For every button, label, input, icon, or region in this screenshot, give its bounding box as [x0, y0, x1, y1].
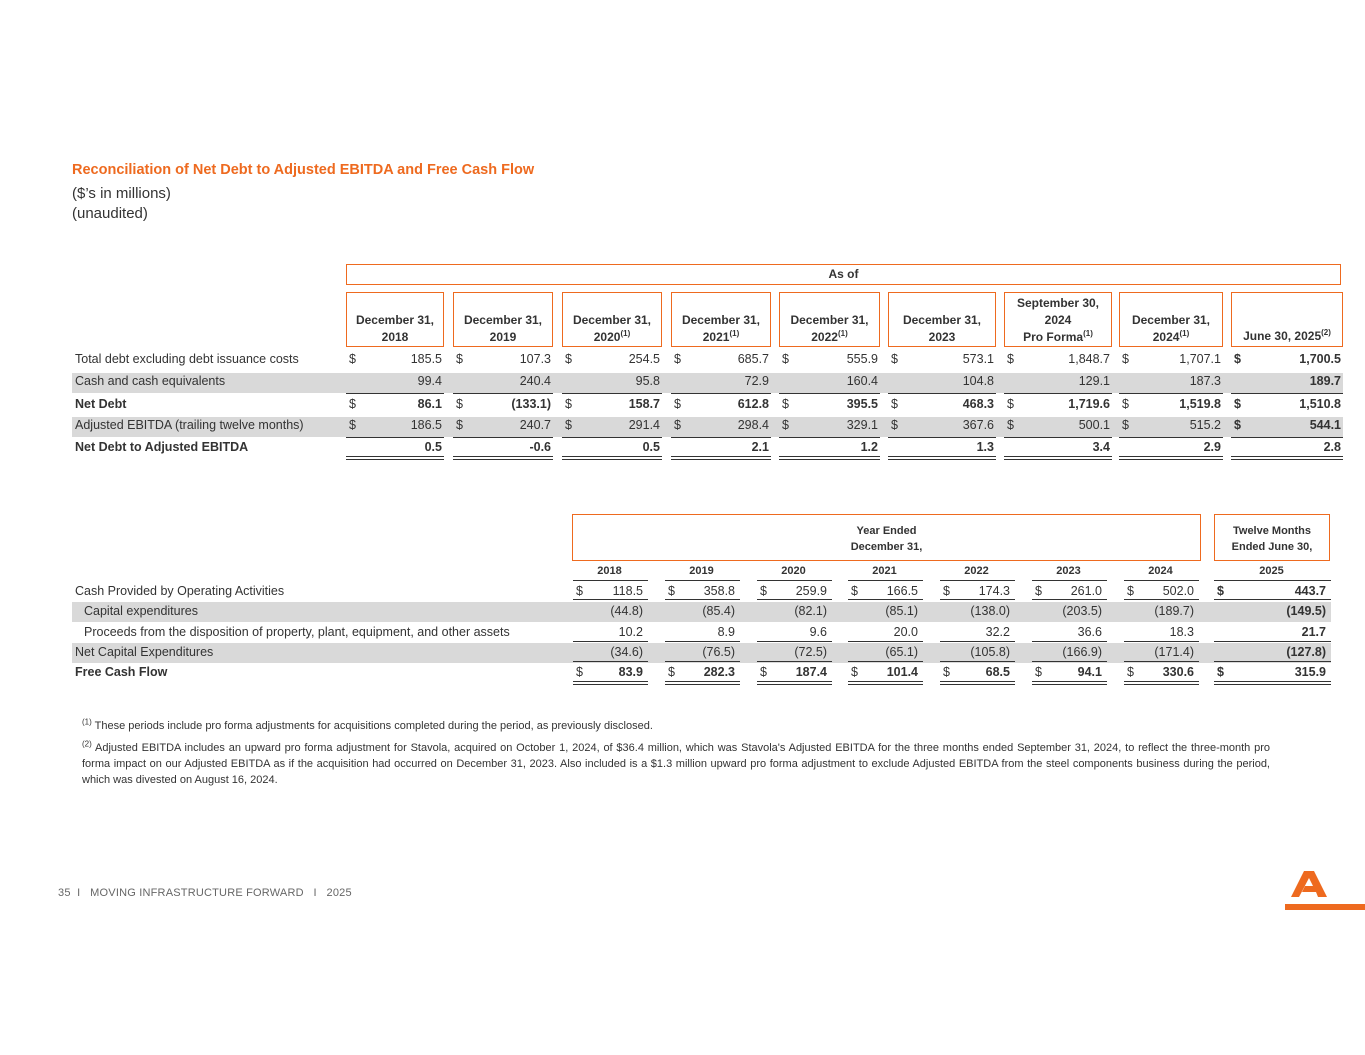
total-double-rule: [940, 681, 1015, 685]
table-cell: -0.6: [529, 440, 551, 454]
table-cell: 1.2: [860, 440, 878, 454]
table-cell: (138.0): [970, 604, 1010, 618]
table-cell: (34.6): [610, 645, 643, 659]
table-cell: 367.6: [962, 418, 994, 432]
row-label: Adjusted EBITDA (trailing twelve months): [75, 418, 304, 432]
currency-symbol: $: [1127, 665, 1134, 679]
year-header: 2024: [1148, 565, 1173, 577]
currency-symbol: $: [891, 397, 898, 411]
currency-symbol: $: [782, 397, 789, 411]
total-double-rule: [888, 456, 996, 460]
subtotal-rule: [671, 393, 771, 394]
currency-symbol: $: [1035, 584, 1042, 598]
table-cell: 500.1: [1078, 418, 1110, 432]
as-of-label: As of: [828, 267, 859, 281]
table-cell: (44.8): [610, 604, 643, 618]
total-double-rule: [848, 681, 923, 685]
currency-symbol: $: [851, 584, 858, 598]
company-logo: [1285, 868, 1365, 914]
subtotal-rule: [665, 661, 740, 662]
footnote-1: $^{(1)}$ These periods include pro forma adjustments for acquisitions completed during the period, as previously disclosed.: [82, 717, 653, 732]
table-cell: 94.1: [1077, 665, 1102, 679]
table-cell: 0.5: [424, 440, 442, 454]
table-cell: 20.0: [893, 625, 918, 639]
total-double-rule: [453, 456, 553, 460]
table-cell: (166.9): [1062, 645, 1102, 659]
table-cell: 166.5: [886, 584, 918, 598]
subtotal-rule: [1004, 437, 1112, 438]
table-cell: (149.5): [1286, 604, 1326, 618]
currency-symbol: $: [891, 352, 898, 366]
table-cell: 2.9: [1203, 440, 1221, 454]
year-header: 2020: [781, 565, 806, 577]
year-header: 2025: [1259, 565, 1284, 577]
currency-symbol: $: [456, 397, 463, 411]
table-cell: 1,719.6: [1068, 397, 1110, 411]
table-cell: 101.4: [886, 665, 918, 679]
subtotal-rule: [757, 661, 832, 662]
subtotal-rule: [1004, 393, 1112, 394]
units-note: ($’s in millions): [72, 185, 171, 202]
table-cell: 555.9: [846, 352, 878, 366]
table-cell: 282.3: [703, 665, 735, 679]
table-cell: (189.7): [1154, 604, 1194, 618]
header-rule: [1124, 580, 1199, 581]
table-cell: (72.5): [794, 645, 827, 659]
subtotal-rule: [346, 393, 444, 394]
currency-symbol: $: [1234, 352, 1241, 366]
table-cell: 8.9: [717, 625, 735, 639]
subtotal-rule: [1124, 661, 1199, 662]
subtotal-rule: [940, 641, 1015, 642]
row-label: Total debt excluding debt issuance costs: [75, 352, 299, 366]
currency-symbol: $: [674, 397, 681, 411]
subtotal-rule: [1124, 599, 1199, 600]
table-cell: 10.2: [618, 625, 643, 639]
subtotal-rule: [1032, 661, 1107, 662]
subtotal-rule: [453, 393, 553, 394]
table-cell: 544.1: [1309, 418, 1341, 432]
year-header: 2018: [597, 565, 622, 577]
subtotal-rule: [573, 641, 648, 642]
column-header: December 31, 2020$^{(1)}$: [572, 313, 652, 344]
table-cell: 329.1: [846, 418, 878, 432]
year-header: 2023: [1056, 565, 1081, 577]
total-double-rule: [562, 456, 662, 460]
column-header: September 30, 2024 Pro Forma$^{(1)}$: [1016, 296, 1100, 344]
currency-symbol: $: [674, 352, 681, 366]
year-header: 2022: [964, 565, 989, 577]
audit-note: (unaudited): [72, 205, 148, 222]
table-cell: 468.3: [962, 397, 994, 411]
subtotal-rule: [1119, 393, 1223, 394]
table-cell: 1.3: [976, 440, 994, 454]
table-cell: 72.9: [744, 374, 769, 388]
total-double-rule: [1119, 456, 1223, 460]
column-header: December 31, 2022$^{(1)}$: [790, 313, 869, 344]
table-cell: 158.7: [628, 397, 660, 411]
subtotal-rule: [779, 393, 880, 394]
year-header: 2021: [872, 565, 897, 577]
table-cell: 291.4: [628, 418, 660, 432]
currency-symbol: $: [1234, 418, 1241, 432]
table-cell: (65.1): [885, 645, 918, 659]
table-cell: (76.5): [702, 645, 735, 659]
column-header: December 31, 2018: [355, 313, 435, 344]
column-header: June 30, 2025$^{(2)}$: [1243, 328, 1331, 343]
total-double-rule: [757, 681, 832, 685]
currency-symbol: $: [668, 584, 675, 598]
table-cell: 36.6: [1077, 625, 1102, 639]
row-label: Free Cash Flow: [75, 665, 168, 679]
currency-symbol: $: [1122, 397, 1129, 411]
currency-symbol: $: [1035, 665, 1042, 679]
ttm-label: Twelve Months Ended June 30,: [1231, 525, 1313, 553]
currency-symbol: $: [943, 665, 950, 679]
table-cell: 86.1: [417, 397, 442, 411]
table-cell: 186.5: [410, 418, 442, 432]
table-cell: 129.1: [1078, 374, 1110, 388]
table-cell: 298.4: [737, 418, 769, 432]
table-cell: (127.8): [1286, 645, 1326, 659]
subtotal-rule: [1032, 641, 1107, 642]
currency-symbol: $: [349, 397, 356, 411]
table-cell: 21.7: [1301, 625, 1326, 639]
table-cell: 189.7: [1309, 374, 1341, 388]
subtotal-rule: [346, 437, 444, 438]
column-header: December 31, 2023: [902, 313, 982, 344]
table-cell: 99.4: [417, 374, 442, 388]
subtotal-rule: [757, 599, 832, 600]
currency-symbol: $: [674, 418, 681, 432]
subtotal-rule: [562, 393, 662, 394]
total-double-rule: [1124, 681, 1199, 685]
table-cell: (171.4): [1154, 645, 1194, 659]
currency-symbol: $: [851, 665, 858, 679]
subtotal-rule: [888, 437, 996, 438]
table-cell: 0.5: [642, 440, 660, 454]
header-rule: [1214, 580, 1331, 581]
table-cell: 443.7: [1294, 584, 1326, 598]
subtotal-rule: [757, 641, 832, 642]
currency-symbol: $: [1217, 584, 1224, 598]
row-label: Cash and cash equivalents: [75, 374, 226, 388]
total-double-rule: [1231, 456, 1343, 460]
header-rule: [665, 580, 740, 581]
currency-symbol: $: [1127, 584, 1134, 598]
footnote-2: $^{(2)}$ Adjusted EBITDA includes an upward pro forma adjustment for Stavola, acquired on October 1, 2024, of $36.4 million, which was Stavola's Adjusted EBITDA for the three months ended September 31, 2024, to reflect the three-month pro forma impact on our Adjusted EBITDA as if the acquisition had occurred on December 31, 2023. Also included is a $1.3 million upward pro forma adjustment to exclude Adjusted EBITDA from the steel components business during the period, which was divested on August 16, 2024.: [82, 739, 1271, 786]
subtotal-rule: [453, 437, 553, 438]
table-cell: 3.4: [1092, 440, 1110, 454]
header-rule: [757, 580, 832, 581]
total-double-rule: [1004, 456, 1112, 460]
column-header: December 31, 2019: [463, 313, 543, 344]
table-cell: 68.5: [985, 665, 1010, 679]
subtotal-rule: [940, 599, 1015, 600]
table-cell: 259.9: [795, 584, 827, 598]
total-double-rule: [1032, 681, 1107, 685]
table-cell: 9.6: [809, 625, 827, 639]
table-cell: 174.3: [978, 584, 1010, 598]
subtotal-rule: [1032, 599, 1107, 600]
total-double-rule: [573, 681, 648, 685]
row-label: Cash Provided by Operating Activities: [75, 584, 285, 598]
row-label: Capital expenditures: [84, 604, 198, 618]
row-label: Proceeds from the disposition of property, plant, equipment, and other assets: [84, 625, 510, 639]
subtotal-rule: [940, 661, 1015, 662]
subtotal-rule: [665, 599, 740, 600]
table-cell: 254.5: [628, 352, 660, 366]
table-cell: 1,707.1: [1179, 352, 1221, 366]
table-cell: 612.8: [737, 397, 769, 411]
currency-symbol: $: [565, 418, 572, 432]
currency-symbol: $: [565, 397, 572, 411]
table-cell: 502.0: [1162, 584, 1194, 598]
table-cell: (85.1): [885, 604, 918, 618]
currency-symbol: $: [1007, 352, 1014, 366]
subtotal-rule: [1124, 641, 1199, 642]
table-cell: 160.4: [846, 374, 878, 388]
table-cell: 1,510.8: [1299, 397, 1341, 411]
table-cell: 515.2: [1189, 418, 1221, 432]
table-cell: 32.2: [985, 625, 1010, 639]
table-cell: 2.8: [1323, 440, 1341, 454]
subtotal-rule: [1231, 437, 1343, 438]
table-cell: 240.4: [519, 374, 551, 388]
subtotal-rule: [1214, 661, 1331, 662]
table-cell: 395.5: [846, 397, 878, 411]
table-cell: (133.1): [511, 397, 551, 411]
subtotal-rule: [1119, 437, 1223, 438]
table-cell: 358.8: [703, 584, 735, 598]
table-cell: 187.3: [1189, 374, 1221, 388]
subtotal-rule: [848, 661, 923, 662]
year-ended-label: Year Ended December 31,: [850, 525, 923, 553]
subtotal-rule: [1214, 599, 1331, 600]
table-cell: (105.8): [970, 645, 1010, 659]
total-double-rule: [779, 456, 880, 460]
subtotal-rule: [779, 437, 880, 438]
table-cell: 95.8: [635, 374, 660, 388]
table-cell: 107.3: [519, 352, 551, 366]
subtotal-rule: [1214, 641, 1331, 642]
table-cell: 1,700.5: [1299, 352, 1341, 366]
currency-symbol: $: [565, 352, 572, 366]
header-rule: [1032, 580, 1107, 581]
currency-symbol: $: [1122, 352, 1129, 366]
table-cell: 18.3: [1169, 625, 1194, 639]
currency-symbol: $: [456, 352, 463, 366]
subtotal-rule: [1231, 393, 1343, 394]
subtotal-rule: [848, 641, 923, 642]
table-cell: 261.0: [1070, 584, 1102, 598]
currency-symbol: $: [760, 665, 767, 679]
currency-symbol: $: [891, 418, 898, 432]
page-footer: 35 I MOVING INFRASTRUCTURE FORWARD I 2025: [58, 887, 352, 899]
table-cell: (82.1): [794, 604, 827, 618]
table-cell: 315.9: [1294, 665, 1326, 679]
table-cell: 83.9: [618, 665, 643, 679]
table-cell: 118.5: [612, 584, 643, 598]
currency-symbol: $: [760, 584, 767, 598]
total-double-rule: [665, 681, 740, 685]
page-title: Reconciliation of Net Debt to Adjusted EBITDA and Free Cash Flow: [72, 162, 535, 178]
table-cell: (203.5): [1062, 604, 1102, 618]
table-cell: 685.7: [737, 352, 769, 366]
currency-symbol: $: [782, 352, 789, 366]
currency-symbol: $: [576, 665, 583, 679]
table-cell: 240.7: [519, 418, 551, 432]
table-cell: 2.1: [751, 440, 769, 454]
currency-symbol: $: [1234, 397, 1241, 411]
table-cell: 104.8: [962, 374, 994, 388]
total-double-rule: [346, 456, 444, 460]
year-header: 2019: [689, 565, 714, 577]
currency-symbol: $: [1007, 418, 1014, 432]
subtotal-rule: [562, 437, 662, 438]
subtotal-rule: [573, 661, 648, 662]
table-cell: 1,848.7: [1068, 352, 1110, 366]
column-header: December 31, 2021$^{(1)}$: [681, 313, 761, 344]
column-header: December 31, 2024$^{(1)}$: [1131, 313, 1211, 344]
total-double-rule: [1214, 681, 1331, 685]
header-rule: [848, 580, 923, 581]
currency-symbol: $: [349, 352, 356, 366]
table-cell: 187.4: [795, 665, 827, 679]
table-cell: 330.6: [1162, 665, 1194, 679]
row-label: Net Capital Expenditures: [75, 645, 214, 659]
currency-symbol: $: [1217, 665, 1224, 679]
currency-symbol: $: [668, 665, 675, 679]
currency-symbol: $: [1007, 397, 1014, 411]
subtotal-rule: [888, 393, 996, 394]
currency-symbol: $: [943, 584, 950, 598]
subtotal-rule: [671, 437, 771, 438]
row-label: Net Debt: [75, 397, 127, 411]
currency-symbol: $: [782, 418, 789, 432]
subtotal-rule: [665, 641, 740, 642]
currency-symbol: $: [456, 418, 463, 432]
currency-symbol: $: [1122, 418, 1129, 432]
header-rule: [573, 580, 648, 581]
header-rule: [940, 580, 1015, 581]
table-cell: (85.4): [702, 604, 735, 618]
total-double-rule: [671, 456, 771, 460]
subtotal-rule: [848, 599, 923, 600]
table-cell: 185.5: [410, 352, 442, 366]
currency-symbol: $: [349, 418, 356, 432]
subtotal-rule: [573, 599, 648, 600]
currency-symbol: $: [576, 584, 583, 598]
table-cell: 573.1: [962, 352, 994, 366]
table-cell: 1,519.8: [1179, 397, 1221, 411]
row-label: Net Debt to Adjusted EBITDA: [75, 440, 249, 454]
